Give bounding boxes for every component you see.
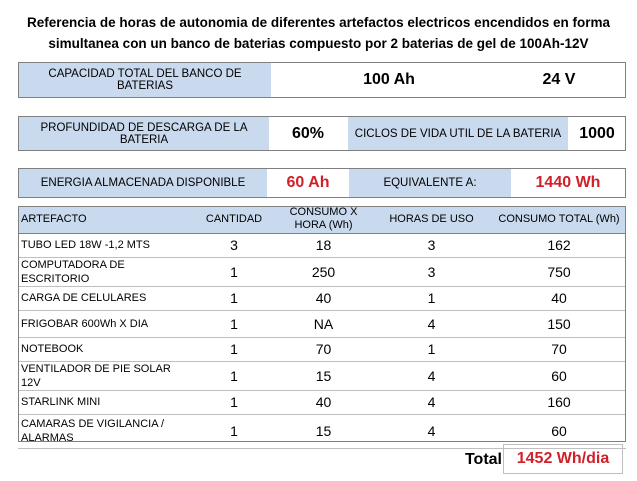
cell-horas-uso: 4	[371, 414, 492, 448]
cell-consumo-total: 160	[492, 390, 626, 414]
cell-cantidad: 1	[192, 310, 276, 337]
cell-artefacto: TUBO LED 18W -1,2 MTS	[18, 233, 192, 257]
page-title	[0, 12, 637, 54]
depth-value: 60%	[291, 124, 325, 142]
cell-consumo-hora: 40	[276, 390, 371, 414]
cycles-label: CICLOS DE VIDA UTIL DE LA BATERIA	[348, 117, 568, 150]
cell-cantidad: 1	[192, 286, 276, 310]
cell-consumo-total: 60	[492, 414, 626, 448]
capacity-ah: 100 Ah	[363, 71, 415, 88]
cell-artefacto: CARGA DE CELULARES	[18, 286, 192, 310]
total-label: Total	[464, 451, 502, 468]
capacity-volt: 24 V	[542, 71, 576, 88]
cell-consumo-total: 70	[492, 337, 626, 361]
table-row	[18, 286, 626, 310]
appliance-table	[18, 206, 626, 449]
title-line-1: Referencia de horas de autonomia de diferentes artefactos electricos encendidos en forma	[27, 15, 610, 30]
table-header-row	[18, 206, 626, 233]
cell-consumo-hora: 70	[276, 337, 371, 361]
table-row	[18, 310, 626, 337]
cell-consumo-total: 150	[492, 310, 626, 337]
cell-cantidad: 3	[192, 233, 276, 257]
cell-cantidad: 1	[192, 390, 276, 414]
table-row	[18, 361, 626, 390]
table-row	[18, 257, 626, 286]
cell-horas-uso: 4	[371, 361, 492, 390]
capacity-box	[18, 62, 626, 98]
cell-horas-uso: 3	[371, 257, 492, 286]
cell-horas-uso: 4	[371, 310, 492, 337]
cell-artefacto: COMPUTADORA DE ESCRITORIO	[18, 257, 192, 286]
cell-cantidad: 1	[192, 414, 276, 448]
header-cantidad: CANTIDAD	[192, 206, 276, 233]
energy-value: 60 Ah	[286, 174, 330, 191]
cell-consumo-total: 40	[492, 286, 626, 310]
cell-artefacto: STARLINK MINI	[18, 390, 192, 414]
depth-label: PROFUNDIDAD DE DESCARGA DE LA BATERIA	[19, 117, 269, 150]
cell-artefacto: CAMARAS DE VIGILANCIA / ALARMAS	[18, 414, 192, 448]
cell-cantidad: 1	[192, 361, 276, 390]
header-horas-uso: HORAS DE USO	[371, 206, 492, 233]
cell-artefacto: FRIGOBAR 600Wh X DIA	[18, 310, 192, 337]
table-row	[18, 414, 626, 448]
cycles-value: 1000	[579, 124, 615, 142]
header-artefacto: ARTEFACTO	[18, 206, 192, 233]
cell-artefacto: NOTEBOOK	[18, 337, 192, 361]
equivalent-value: 1440 Wh	[535, 174, 601, 191]
header-consumo-total: CONSUMO TOTAL (Wh)	[492, 206, 626, 233]
cell-cantidad: 1	[192, 257, 276, 286]
cell-consumo-total: 750	[492, 257, 626, 286]
cell-consumo-hora: 250	[276, 257, 371, 286]
energy-box	[18, 168, 626, 198]
energy-label: ENERGIA ALMACENADA DISPONIBLE	[19, 169, 267, 197]
equivalent-label: EQUIVALENTE A:	[349, 169, 511, 197]
depth-box	[18, 116, 626, 151]
table-row	[18, 233, 626, 257]
title-line-2: simultanea con un banco de baterias compuesto por 2 baterias de gel de 100Ah-12V	[48, 36, 589, 51]
cell-consumo-hora: 15	[276, 361, 371, 390]
header-consumo-hora: CONSUMO X HORA (Wh)	[276, 206, 371, 233]
cell-consumo-hora: 15	[276, 414, 371, 448]
table-row	[18, 337, 626, 361]
cell-consumo-total: 60	[492, 361, 626, 390]
cell-consumo-hora: 18	[276, 233, 371, 257]
total-value: 1452 Wh/dia	[503, 444, 623, 474]
cell-horas-uso: 1	[371, 286, 492, 310]
cell-consumo-hora: 40	[276, 286, 371, 310]
table-row	[18, 390, 626, 414]
capacity-label: CAPACIDAD TOTAL DEL BANCO DE BATERIAS	[19, 63, 271, 97]
cell-horas-uso: 4	[371, 390, 492, 414]
cell-artefacto: VENTILADOR DE PIE SOLAR 12V	[18, 361, 192, 390]
cell-consumo-hora: NA	[276, 310, 371, 337]
cell-horas-uso: 1	[371, 337, 492, 361]
cell-consumo-total: 162	[492, 233, 626, 257]
cell-cantidad: 1	[192, 337, 276, 361]
cell-horas-uso: 3	[371, 233, 492, 257]
